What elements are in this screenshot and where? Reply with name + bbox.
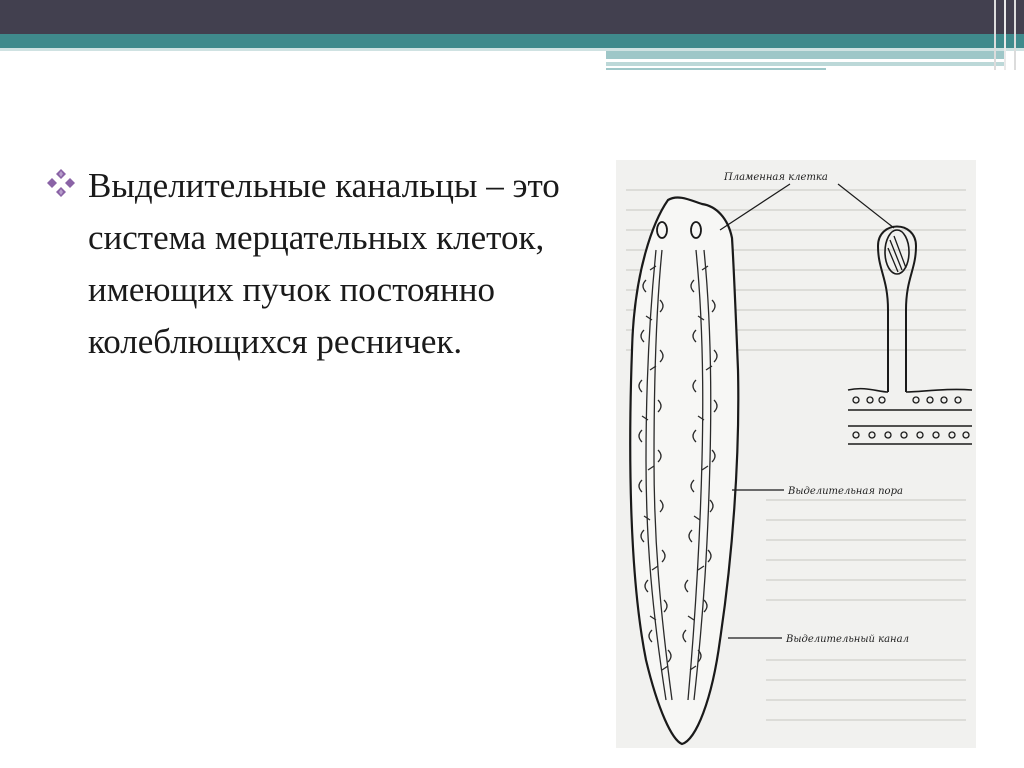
bullet-list-item: [44, 160, 564, 368]
header-accent-line: [606, 68, 826, 70]
label-flame-cell: Пламенная клетка: [724, 172, 828, 183]
header-band-dark: [0, 0, 1024, 34]
label-excretory-canal: Выделительный канал: [786, 634, 909, 645]
diamond-bullet-icon: [44, 166, 78, 200]
planarian-excretory-system-figure: [616, 160, 976, 748]
header-accent-bar-thin: [606, 62, 1006, 66]
header-band-teal: [0, 34, 1024, 48]
figure-illustration: [616, 160, 976, 748]
label-excretory-pore: Выделительная пора: [788, 486, 903, 497]
corner-decoration-line: [1004, 0, 1006, 70]
bullet-text: Выделительные канальцы – это система мерцательных клеток, имеющих пучок постоянно колеблющихся ресничек.: [88, 166, 560, 361]
epithelium-layer: [848, 389, 972, 444]
leader-lines: [720, 184, 894, 638]
header-accent-bar: [606, 51, 1006, 59]
